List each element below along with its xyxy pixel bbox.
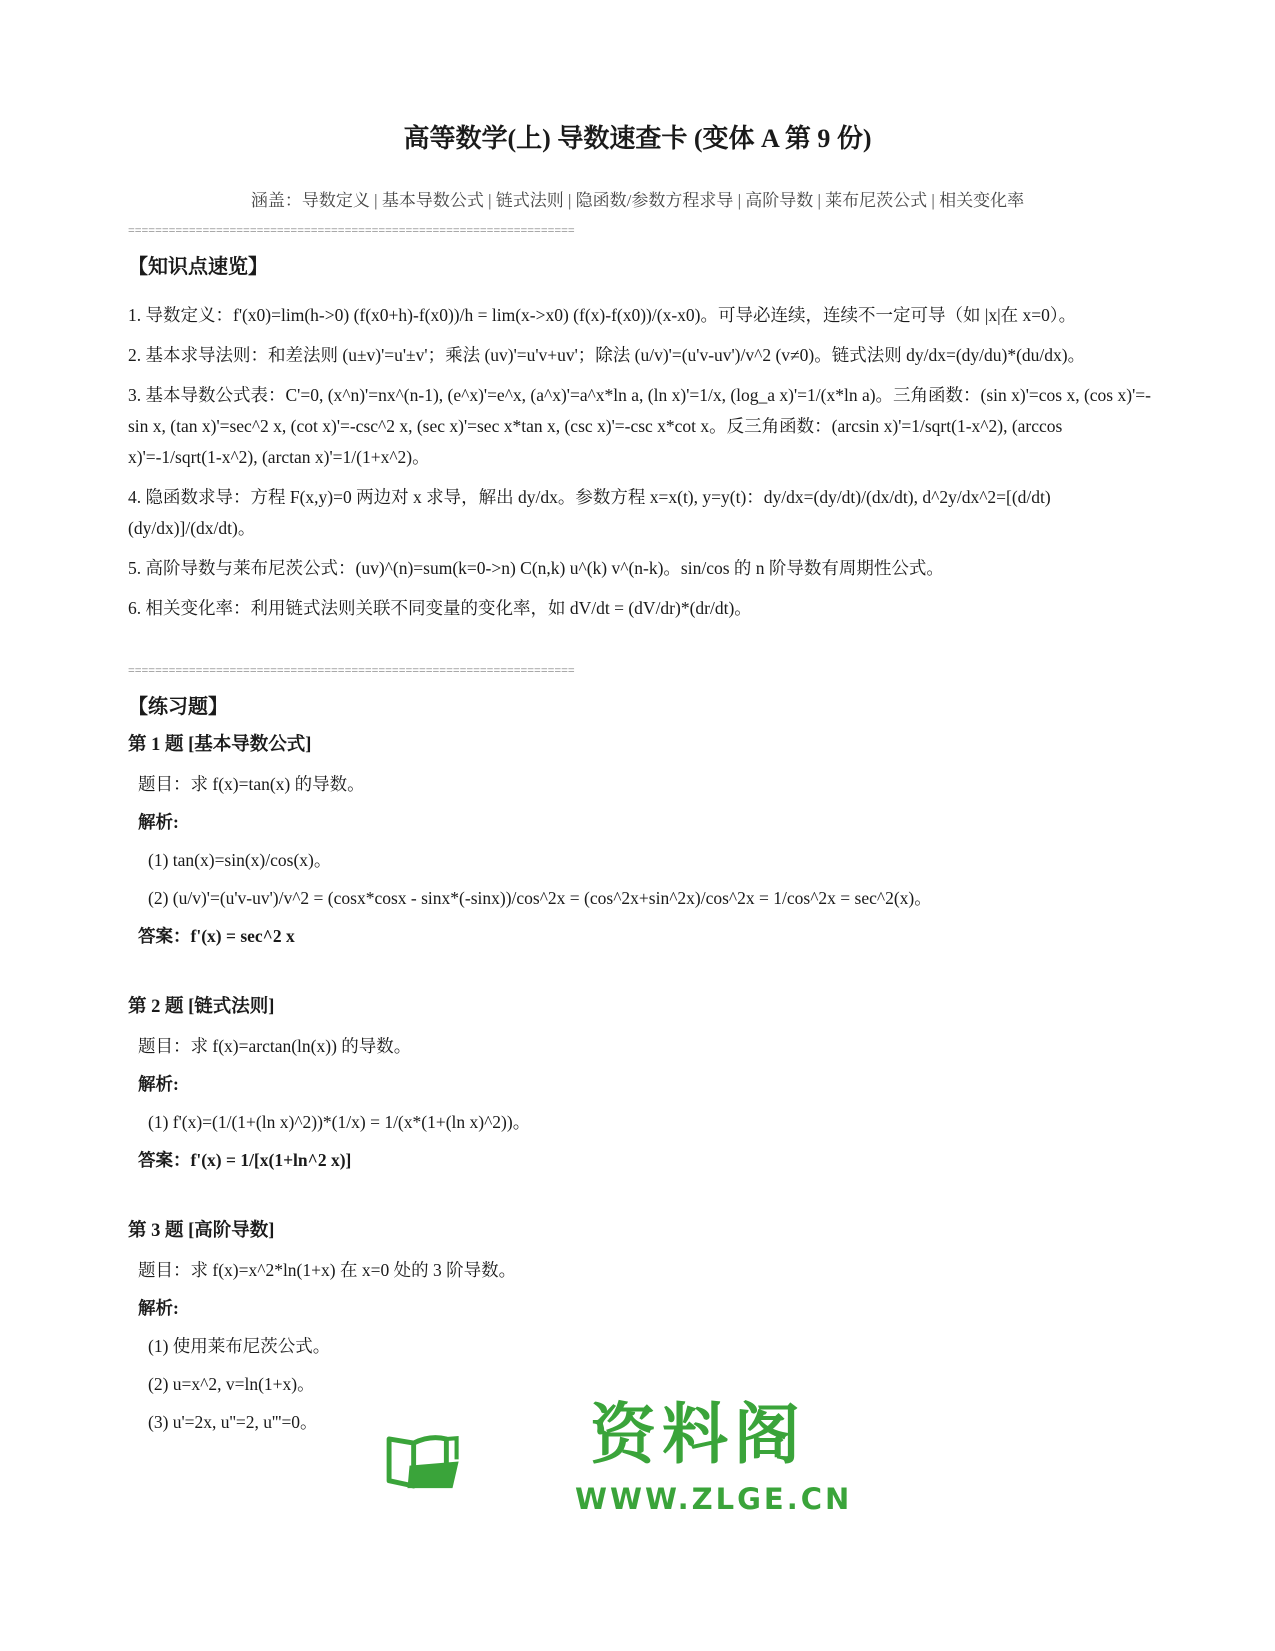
question-stem: 题目：求 f(x)=x^2*ln(1+x) 在 x=0 处的 3 阶导数。 [138,1260,517,1280]
question-stem: 题目：求 f(x)=tan(x) 的导数。 [138,774,365,794]
knowledge-item: 3. 基本导数公式表：C'=0, (x^n)'=nx^(n-1), (e^x)'=e^x, (a^x)'=a^x*ln a, (ln x)'=1/x, (log_a x)'=1/(x*ln a)。三角函数：(sin x)'=cos x, (cos x)'=-sin x, (tan x)'=sec^2 x, (cot x)'=-csc^2 x, (sec x)'=sec x*tan x, (csc x)'=-csc x*cot x。反三角函数：(arcsin x)'=1/sqrt(1-x^2), (arccos x)'=-1/sqrt(1-x^2), (arctan x)'=1/(1+x^2)。 [128,385,1151,467]
answer: 答案：f'(x) = 1/[x(1+ln^2 x)] [138,1150,352,1170]
solution-step: (2) (u/v)'=(u'v-uv')/v^2 = (cosx*cosx - sinx*(-sinx))/cos^2x = (cos^2x+sin^2x)/cos^2x = 1/cos^2x = sec^2(x)。 [148,888,932,908]
question-title: 第 2 题 [链式法则] [128,997,275,1017]
page-subtitle: 涵盖：导数定义 | 基本导数公式 | 链式法则 | 隐函数/参数方程求导 | 高阶导数 | 莱布尼茨公式 | 相关变化率 [250,191,1025,210]
knowledge-item: 5. 高阶导数与莱布尼茨公式：(uv)^(n)=sum(k=0->n) C(n,k) u^(k) v^(n-k)。sin/cos 的 n 阶导数有周期性公式。 [128,558,944,578]
knowledge-heading: 【知识点速览】 [128,256,268,278]
answer: 答案：f'(x) = sec^2 x [138,926,295,946]
analysis-label: 解析: [138,812,179,832]
book-logo-icon [385,1395,565,1530]
question-stem: 题目：求 f(x)=arctan(ln(x)) 的导数。 [138,1036,412,1056]
knowledge-item: 2. 基本求导法则：和差法则 (u±v)'=u'±v'；乘法 (uv)'=u'v+uv'；除法 (u/v)'=(u'v-uv')/v^2 (v≠0)。链式法则 dy/dx=(dy/du)*(du/dx)。 [128,345,1086,365]
solution-step: (1) tan(x)=sin(x)/cos(x)。 [148,850,332,870]
question-title: 第 1 题 [基本导数公式] [128,735,312,755]
solution-step: (1) f'(x)=(1/(1+(ln x)^2))*(1/x) = 1/(x*(1+(ln x)^2))。 [148,1112,531,1132]
watermark-text: 资料阁 [590,1396,806,1473]
solution-step: (1) 使用莱布尼茨公式。 [148,1336,331,1356]
knowledge-item: 6. 相关变化率：利用链式法则关联不同变量的变化率，如 dV/dt = (dV/dr)*(dr/dt)。 [128,598,752,618]
page-title: 高等数学(上) 导数速查卡 (变体 A 第 9 份) [403,124,872,153]
analysis-label: 解析: [138,1298,179,1318]
divider-top: ================================================================== [128,224,575,236]
analysis-label: 解析: [138,1074,179,1094]
question-title: 第 3 题 [高阶导数] [128,1221,275,1241]
exercises-heading: 【练习题】 [128,696,228,718]
watermark-url: WWW.ZLGE.CN [575,1482,853,1516]
solution-step: (2) u=x^2, v=ln(1+x)。 [148,1374,315,1394]
knowledge-item: 4. 隐函数求导：方程 F(x,y)=0 两边对 x 求导，解出 dy/dx。参数方程 x=x(t), y=y(t)：dy/dx=(dy/dt)/(dx/dt), d^2y/dx^2=[(d/dt)(dy/dx)]/(dx/dt)。 [128,487,1051,538]
solution-step: (3) u'=2x, u''=2, u'''=0。 [148,1412,318,1432]
knowledge-list [128,300,1158,633]
question-2 [128,992,1158,1174]
knowledge-item: 1. 导数定义：f'(x0)=lim(h->0) (f(x0+h)-f(x0))/h = lim(x->x0) (f(x)-f(x0))/(x-x0)。可导必连续，连续不一定可导（如 |x|在 x=0）。 [128,305,1077,325]
question-1 [128,730,1158,950]
divider-middle: ================================================================== [128,664,575,676]
